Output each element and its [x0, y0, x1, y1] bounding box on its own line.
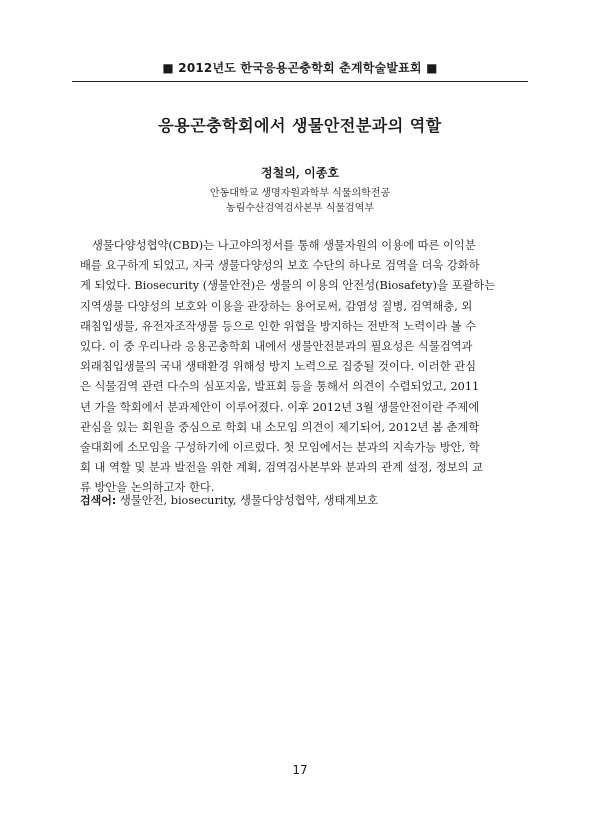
abstract-line: 은 식물검역 관련 다수의 심포지움, 발표회 등을 통해서 의견이 수렴되었고, 2011 [80, 380, 480, 394]
abstract-line: 지역생물 다양성의 보호와 이용을 관장하는 용어로써, 감염성 질병, 검역해충, 외 [80, 299, 473, 313]
abstract-line: 술대회에 소모임을 구성하기에 이르렀다. 첫 모임에서는 분과의 지속가능 방안, 학 [80, 441, 480, 455]
abstract [80, 236, 520, 499]
affiliation-1: 안동대학교 생명자원과학부 식물의학전공 [209, 188, 391, 199]
keywords [80, 491, 520, 511]
abstract-line: 게 되었다. Biosecurity (생물안전)은 생물의 이용의 안전성(Biosafety)을 포괄하는 [80, 279, 496, 293]
abstract-line: 외래침입생물의 국내 생태환경 위해성 방지 노력으로 집중될 것이다. 이러한 관심 [80, 360, 477, 374]
running-header [72, 58, 528, 82]
abstract-line: 래침입생물, 유전자조작생물 등으로 인한 위협을 방지하는 전반적 노력이라 볼 수 [80, 319, 477, 333]
header-rule [72, 81, 528, 82]
abstract-line: 생물다양성협약(CBD)는 나고야의정서를 통해 생물자원의 이용에 따른 이익분 [92, 239, 476, 252]
keywords-text: 생물안전, biosecurity, 생물다양성협약, 생태계보호 [119, 494, 379, 507]
abstract-line: 류 방안을 논의하고자 한다. [80, 481, 215, 495]
abstract-line: 회 내 역할 및 분과 발전을 위한 계획, 검역검사본부와 분과의 관계 설정, 정보의 교 [80, 461, 484, 475]
affiliation-2: 농림수산검역검사본부 식물검역부 [225, 203, 375, 214]
abstract-line: 년 가을 학회에서 분과제안이 이루어졌다. 이후 2012년 3월 생물안전이란 주제에 [80, 400, 480, 414]
keywords-label: 검색어: [80, 494, 117, 507]
paper-title: 응용곤충학회에서 생물안전분과의 역할 [158, 116, 442, 135]
abstract-line: 배를 요구하게 되었고, 자국 생물다양성의 보호 수단의 하나로 검역을 더욱 강화하 [80, 259, 480, 273]
abstract-line: 있다. 이 중 우리나라 응용곤충학회 내에서 생물안전분과의 필요성은 식물검역과 [80, 340, 473, 354]
page-number: 17 [292, 763, 308, 777]
authors: 정철의, 이종호 [261, 166, 339, 180]
abstract-line: 관심을 있는 회원을 중심으로 학회 내 소모임 의견이 제기되어, 2012년 봄 춘계학 [80, 420, 480, 434]
running-header-text: ■ 2012년도 한국응용곤충학회 춘계학술발표회 ■ [162, 61, 438, 75]
